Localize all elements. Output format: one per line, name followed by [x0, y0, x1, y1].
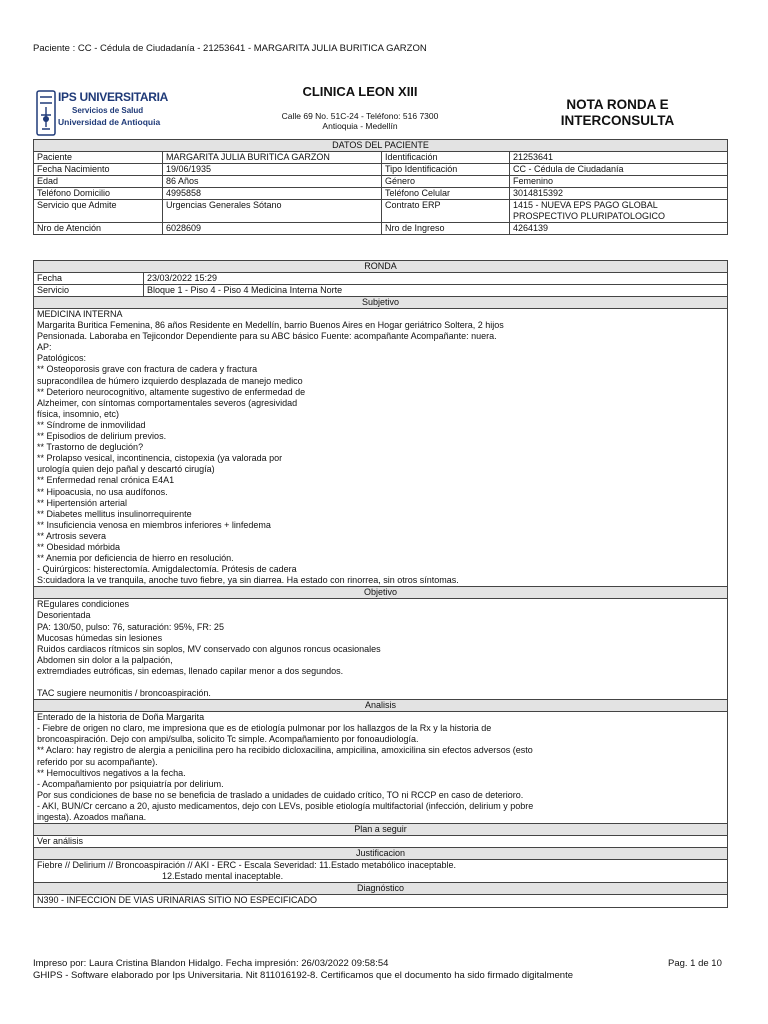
- text-line: Enterado de la historia de Doña Margarita: [37, 712, 205, 723]
- fecha-value: 23/03/2022 15:29: [144, 273, 728, 285]
- text-line: ** Prolapso vesical, incontinencia, cistopexia (ya valorada por: [37, 453, 283, 464]
- text-line: - Acompañamiento por psiquiatría por delirium.: [37, 778, 224, 789]
- field-value: 21253641: [510, 152, 728, 164]
- field-label: Teléfono Domicilio: [34, 188, 163, 200]
- field-value: CC - Cédula de Ciudadanía: [510, 164, 728, 176]
- text-line: - Fiebre de origen no claro, me impresiona que es de etiología pulmonar por los hallazgos de la Rx y la historia de: [37, 723, 492, 734]
- text-line: urología quien dejo pañal y descartó cirugía): [37, 464, 215, 475]
- patient-header-line: Paciente : CC - Cédula de Ciudadanía - 21253641 - MARGARITA JULIA BURITICA GARZON: [33, 43, 427, 54]
- patient-section-title: DATOS DEL PACIENTE: [34, 140, 728, 152]
- text-line: Mucosas húmedas sin lesiones: [37, 632, 163, 643]
- text-line: ** Trastorno de deglución?: [37, 442, 144, 453]
- field-value: 86 Años: [163, 176, 382, 188]
- software-line: GHIPS - Software elaborado por Ips Universitaria. Nit 811016192-8. Certificamos que el documento ha sido firmado digitalmente: [33, 970, 574, 981]
- document-title-line-1: NOTA RONDA E: [566, 97, 669, 112]
- diagnostico-title: Diagnóstico: [34, 883, 728, 895]
- text-line: ** Hipertensión arterial: [37, 497, 128, 508]
- field-label: Tipo Identificación: [382, 164, 510, 176]
- field-label: Nro de Atención: [34, 223, 163, 235]
- field-label: Servicio que Admite: [34, 200, 163, 223]
- text-line: ** Síndrome de inmovilidad: [37, 419, 146, 430]
- text-line: Fiebre // Delirium // Broncoaspiración // AKI - ERC - Escala Severidad: 11.Estado metabólico inaceptable.: [37, 860, 457, 871]
- subjetivo-body: [34, 309, 728, 587]
- patient-row: [34, 188, 728, 200]
- text-line: ** Hipoacusia, no usa audífonos.: [37, 486, 168, 497]
- text-line: ** Deterioro neurocognitivo, altamente sugestivo de enfermedad de: [37, 386, 306, 397]
- printed-by: Impreso por: Laura Cristina Blandon Hidalgo. Fecha impresión: 26/03/2022 09:58:54: [33, 958, 389, 969]
- clinic-name: CLINICA LEON XIII: [302, 84, 418, 99]
- logo-university: Universidad de Antioquia: [58, 117, 161, 127]
- text-line: S:cuidadora la ve tranquila, anoche tuvo fiebre, ya sin diarrea. Ha estado con rinorrea, sin otros síntomas.: [37, 575, 459, 586]
- ronda-table: [33, 260, 728, 908]
- field-label: Fecha Nacimiento: [34, 164, 163, 176]
- page-number: Pag. 1 de 10: [668, 958, 722, 969]
- objetivo-text: [37, 599, 724, 699]
- text-line: ** Anemia por deficiencia de hierro en resolución.: [37, 553, 234, 564]
- analisis-body: [34, 712, 728, 824]
- text-line: - Quirúrgicos: histerectomía. Amigdalectomía. Prótesis de cadera: [37, 564, 297, 575]
- text-line: referido por su acompañante).: [37, 756, 158, 767]
- logo-subtitle: Servicios de Salud: [72, 106, 144, 115]
- field-value: Femenino: [510, 176, 728, 188]
- fecha-label: Fecha: [34, 273, 144, 285]
- field-value: Urgencias Generales Sótano: [163, 200, 382, 223]
- text-line: Pensionada. Laboraba en Tejicondor Dependiente para su ABC básico Fuente: acompañante Acompañante: nuera.: [37, 331, 497, 342]
- text-line: PA: 130/50, pulso: 76, saturación: 95%, FR: 25: [37, 621, 224, 632]
- clinic-address: [240, 111, 480, 131]
- field-value: 4995858: [163, 188, 382, 200]
- text-line: Margarita Buritica Femenina, 86 años Residente en Medellín, barrio Buenos Aires en Hogar geriátrico Soltera, 2 hijos: [37, 320, 504, 331]
- patient-row: [34, 164, 728, 176]
- field-label: Edad: [34, 176, 163, 188]
- justificacion-body: [34, 860, 728, 883]
- logo-title: IPS UNIVERSITARIA: [58, 90, 169, 104]
- ips-logo: [36, 89, 169, 137]
- text-line: [37, 677, 724, 688]
- text-line: Desorientada: [37, 610, 91, 621]
- subjetivo-title: Subjetivo: [34, 297, 728, 309]
- field-value: 1415 - NUEVA EPS PAGO GLOBAL PROSPECTIVO PLURIPATOLOGICO: [510, 200, 728, 223]
- field-value: 6028609: [163, 223, 382, 235]
- diagnostico-body: [34, 895, 728, 907]
- text-line: ingesta). Azoados mañana.: [37, 812, 147, 823]
- field-value: 3014815392: [510, 188, 728, 200]
- patient-row: [34, 223, 728, 235]
- justificacion-title: Justificacion: [34, 848, 728, 860]
- field-label: Teléfono Celular: [382, 188, 510, 200]
- analisis-title: Analisis: [34, 700, 728, 712]
- field-label: Género: [382, 176, 510, 188]
- plan-body: [34, 836, 728, 848]
- text-line: AP:: [37, 342, 52, 353]
- text-line: broncoaspiración. Dejo con ampi/sulba, solicito Tc simple. Acompañamiento por fonoaudiología.: [37, 734, 419, 745]
- field-value: MARGARITA JULIA BURITICA GARZON: [163, 152, 382, 164]
- document-title: [540, 97, 695, 129]
- field-label: Nro de Ingreso: [382, 223, 510, 235]
- field-label: Contrato ERP: [382, 200, 510, 223]
- text-line: ** Aclaro: hay registro de alergia a penicilina pero ha recibido dicloxacilina, ampicilina, amoxicilina sin efectos adversos (esto: [37, 745, 533, 756]
- text-line: ** Insuficiencia venosa en miembros inferiores + linfedema: [37, 519, 271, 530]
- university-seal-icon: [36, 89, 56, 137]
- text-line: Alzheimer, con síntomas comportamentales severos (agresividad: [37, 397, 298, 408]
- analisis-text: [37, 712, 724, 823]
- text-line: Por sus condiciones de base no se beneficia de traslado a unidades de cuidado crítico, TO ni RCCP en caso de deterioro.: [37, 789, 524, 800]
- text-line: extremdiades eutróficas, sin edemas, llenado capilar menor a dos segundos.: [37, 665, 344, 676]
- field-value: 19/06/1935: [163, 164, 382, 176]
- text-line: ** Enfermedad renal crónica E4A1: [37, 475, 175, 486]
- servicio-value: Bloque 1 - Piso 4 - Piso 4 Medicina Interna Norte: [144, 285, 728, 297]
- text-line: N390 - INFECCION DE VIAS URINARIAS SITIO NO ESPECIFICADO: [37, 895, 318, 906]
- text-line: física, insomnio, etc): [37, 408, 120, 419]
- text-line: REgulares condiciones: [37, 599, 130, 610]
- field-label: Paciente: [34, 152, 163, 164]
- patient-row: [34, 176, 728, 188]
- text-line: MEDICINA INTERNA: [37, 309, 123, 319]
- text-line: 12.Estado mental inaceptable.: [37, 871, 284, 882]
- plan-title: Plan a seguir: [34, 824, 728, 836]
- diagnostico-text: [37, 895, 724, 906]
- text-line: ** Hemocultivos negativos a la fecha.: [37, 767, 186, 778]
- text-line: Abdomen sin dolor a la palpación,: [37, 654, 173, 665]
- document-title-line-2: INTERCONSULTA: [560, 113, 675, 128]
- servicio-label: Servicio: [34, 285, 144, 297]
- objetivo-body: [34, 599, 728, 700]
- patient-data-table: [33, 139, 728, 235]
- patient-row: [34, 152, 728, 164]
- text-line: ** Episodios de delirium previos.: [37, 431, 167, 442]
- text-line: ** Diabetes mellitus insulinorrequirente: [37, 508, 192, 519]
- objetivo-title: Objetivo: [34, 587, 728, 599]
- text-line: ** Artrosis severa: [37, 530, 107, 541]
- text-line: TAC sugiere neumonitis / broncoaspiración.: [37, 688, 211, 699]
- address-line-2: Antioquia - Medellín: [322, 121, 398, 131]
- patient-row: [34, 200, 728, 223]
- text-line: Ver análisis: [37, 836, 84, 847]
- text-line: Patológicos:: [37, 353, 87, 364]
- address-line-1: Calle 69 No. 51C-24 - Teléfono: 516 7300: [281, 111, 439, 121]
- field-label: Identificación: [382, 152, 510, 164]
- text-line: Ruidos cardiacos rítmicos sin soplos, MV conservado con algunos roncus ocasionales: [37, 643, 381, 654]
- subjetivo-text: [37, 309, 724, 586]
- ronda-section-title: RONDA: [34, 261, 728, 273]
- text-line: ** Osteoporosis grave con fractura de cadera y fractura: [37, 364, 258, 375]
- text-line: ** Obesidad mórbida: [37, 541, 121, 552]
- plan-text: [37, 836, 724, 847]
- text-line: - AKI, BUN/Cr cercano a 20, ajusto medicamentos, dejo con LEVs, posible etiología multifactorial (infección, delirium y pobre: [37, 800, 534, 811]
- field-value: 4264139: [510, 223, 728, 235]
- text-line: supracondílea de húmero izquierdo desplazada de manejo medico: [37, 375, 303, 386]
- justificacion-text: [37, 860, 724, 882]
